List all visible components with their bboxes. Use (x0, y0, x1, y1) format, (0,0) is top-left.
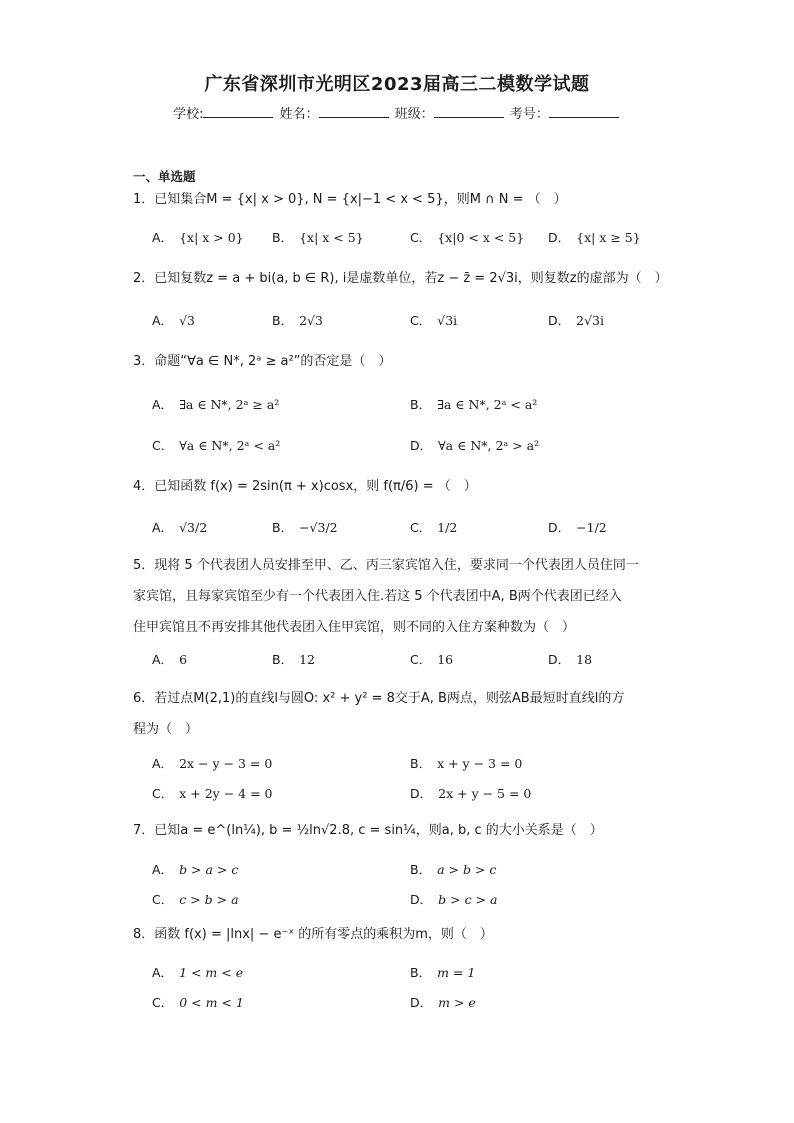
question-number: 2． (133, 271, 155, 286)
question-number: 7． (133, 823, 155, 838)
question-number: 6． (133, 691, 155, 706)
question-7 (133, 815, 664, 846)
question-8 (133, 919, 664, 950)
option-a: A． 2x − y − 3 = 0 (152, 756, 273, 771)
option-b: B． 12 (272, 652, 315, 667)
option-d: D． −1/2 (548, 520, 607, 535)
option-c: C． ∀a ∈ N*, 2ᵃ < a² (152, 438, 281, 453)
student-info-line (0, 103, 794, 122)
option-d: D． 2√3i (548, 313, 605, 328)
option-b: B． a > b > c (410, 862, 497, 877)
question-stem: 已知函数 f(x) = 2sin(π + x)cosx，则 f(π/6) = （ ） (154, 479, 477, 494)
option-a: A． √3/2 (152, 520, 208, 535)
question-stem-line: 若过点M(2,1)的直线l与圆O: x² + y² = 8交于A, B两点，则弦AB最短时直线l的方 (154, 691, 625, 706)
option-c: C． c > b > a (152, 892, 239, 907)
option-c: C． √3i (410, 313, 458, 328)
option-a: A． ∃a ∈ N*, 2ᵃ ≥ a² (152, 397, 280, 412)
option-b: B． ∃a ∈ N*, 2ᵃ < a² (410, 397, 538, 412)
option-d: D． {x| x ≥ 5} (548, 230, 641, 245)
question-number: 1． (133, 192, 155, 207)
question-stem-line: 程为（ ） (133, 722, 199, 737)
question-6 (133, 683, 664, 745)
question-5 (133, 550, 664, 643)
name-blank (319, 104, 389, 118)
school-label: 学校: (173, 107, 204, 122)
option-d: D． b > c > a (410, 892, 498, 907)
option-a: A． 6 (152, 652, 188, 667)
question-stem: 命题“∀a ∈ N*, 2ᵃ ≥ a²”的否定是（ ） (154, 354, 392, 369)
option-b: B． −√3/2 (272, 520, 338, 535)
option-d: D． ∀a ∈ N*, 2ᵃ > a² (410, 438, 540, 453)
question-stem-line: 家宾馆，且每家宾馆至少有一个代表团入住.若这 5 个代表团中A, B两个代表团已经入 (133, 589, 622, 604)
option-a: A． √3 (152, 313, 195, 328)
class-blank (434, 104, 504, 118)
school-blank (203, 104, 273, 118)
question-number: 3． (133, 354, 155, 369)
question-2 (133, 263, 668, 294)
question-stem-line: 现将 5 个代表团人员安排至甲、乙、丙三家宾馆入住，要求同一个代表团人员住同一 (154, 558, 639, 573)
question-number: 4． (133, 479, 155, 494)
option-c: C． x + 2y − 4 = 0 (152, 786, 273, 801)
exam-number-blank (549, 104, 619, 118)
section-heading: 一、单选题 (133, 169, 196, 184)
exam-number-label: 考号： (509, 107, 549, 122)
option-a: A． b > a > c (152, 862, 239, 877)
question-stem: 已知集合M = {x| x > 0}, N = {x|−1 < x < 5}，则M ∩ N = （ ） (154, 192, 567, 207)
option-d: D． 2x + y − 5 = 0 (410, 786, 532, 801)
option-c: C． {x|0 < x < 5} (410, 230, 525, 245)
option-c: C． 1/2 (410, 520, 458, 535)
option-a: A． {x| x > 0} (152, 230, 244, 245)
option-b: B． {x| x < 5} (272, 230, 364, 245)
option-c: C． 0 < m < 1 (152, 995, 244, 1010)
option-b: B． x + y − 3 = 0 (410, 756, 523, 771)
question-3 (133, 346, 664, 377)
question-1 (133, 184, 664, 215)
name-label: 姓名： (279, 107, 319, 122)
option-a: A． 1 < m < e (152, 965, 244, 980)
question-stem: 已知复数z = a + bi(a, b ∈ R), i是虚数单位，若z − z̄ = 2√3i，则复数z的虚部为（ ） (154, 271, 668, 286)
question-4 (133, 471, 664, 502)
class-label: 班级： (394, 107, 434, 122)
option-d: D． m > e (410, 995, 476, 1010)
option-b: B． 2√3 (272, 313, 323, 328)
question-number: 8． (133, 927, 155, 942)
question-stem-line: 住甲宾馆且不再安排其他代表团入住甲宾馆，则不同的入住方案种数为（ ） (133, 620, 576, 635)
question-stem: 已知a = e^(ln¼), b = ½ln√2.8, c = sin¼，则a, b, c 的大小关系是（ ） (154, 823, 603, 838)
option-c: C． 16 (410, 652, 454, 667)
page-title: 广东省深圳市光明区2023届高三二模数学试题 (204, 74, 590, 95)
option-b: B． m = 1 (410, 965, 476, 980)
option-d: D． 18 (548, 652, 593, 667)
question-number: 5． (133, 558, 155, 573)
question-stem: 函数 f(x) = |lnx| − e⁻ˣ 的所有零点的乘积为m，则（ ） (154, 927, 493, 942)
